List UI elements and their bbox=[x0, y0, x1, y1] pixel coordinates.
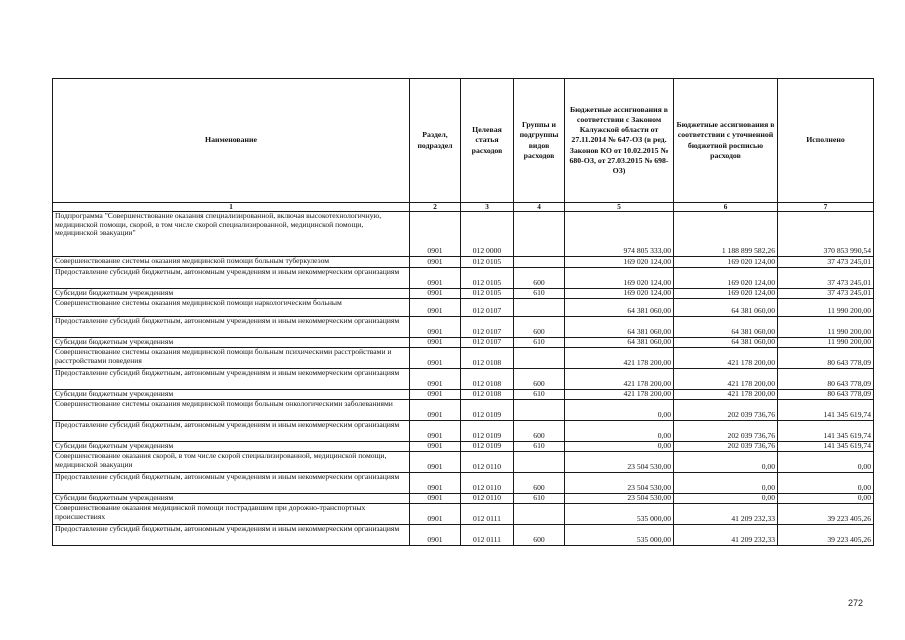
table-cell-target: 012 0111 bbox=[461, 525, 514, 546]
table-cell-executed: 80 643 778,09 bbox=[778, 369, 874, 390]
table-cell-group: 600 bbox=[514, 317, 565, 338]
table-cell-name: Предоставление субсидий бюджетным, автономным учреждениям и иным некоммерческим организациям bbox=[53, 525, 410, 546]
table-cell-group: 600 bbox=[514, 473, 565, 494]
table-cell-section: 0901 bbox=[410, 317, 461, 338]
table-cell-law: 64 381 060,00 bbox=[565, 338, 674, 348]
page-number: 272 bbox=[848, 598, 864, 608]
header-law-allocations: Бюджетные ассигнования в соответствии с Законом Калужской области от 27.11.2014 № 647-ОЗ (в ред. Законов КО от 10.02.2015 № 680-ОЗ, от 27.03.2015 № 698-ОЗ) bbox=[565, 79, 674, 203]
table-cell-section: 0901 bbox=[410, 257, 461, 268]
table-cell-target: 012 0105 bbox=[461, 289, 514, 299]
table-cell-law: 535 000,00 bbox=[565, 525, 674, 546]
table-cell-executed: 39 223 405,26 bbox=[778, 504, 874, 525]
table-row bbox=[53, 390, 874, 400]
table-cell-name: Субсидии бюджетным учреждениям bbox=[53, 390, 410, 400]
table-cell-refined: 421 178 200,00 bbox=[674, 348, 778, 369]
column-number: 6 bbox=[674, 203, 778, 212]
table-cell-target: 012 0105 bbox=[461, 257, 514, 268]
table-row bbox=[53, 400, 874, 421]
table-cell-group: 610 bbox=[514, 494, 565, 504]
table-row bbox=[53, 525, 874, 546]
table-cell-executed: 80 643 778,09 bbox=[778, 390, 874, 400]
table-cell-executed: 37 473 245,01 bbox=[778, 268, 874, 289]
header-groups: Группы и подгруппы видов расходов bbox=[514, 79, 565, 203]
table-cell-refined: 169 020 124,00 bbox=[674, 268, 778, 289]
table-cell-name: Совершенствование оказания скорой, в том числе скорой специализированной, медицинской помощи, медицинской эвакуации bbox=[53, 452, 410, 473]
table-cell-group: 600 bbox=[514, 421, 565, 442]
table-cell-refined: 64 381 060,00 bbox=[674, 317, 778, 338]
table-cell-target: 012 0108 bbox=[461, 348, 514, 369]
table-cell-group bbox=[514, 257, 565, 268]
table-row bbox=[53, 442, 874, 452]
table-cell-refined: 0,00 bbox=[674, 494, 778, 504]
header-section: Раздел, подраздел bbox=[410, 79, 461, 203]
table-cell-name: Предоставление субсидий бюджетным, автономным учреждениям и иным некоммерческим организациям bbox=[53, 473, 410, 494]
table-cell-name: Совершенствование системы оказания медицинской помощи больным психическими расстройствами и расстройствами поведения bbox=[53, 348, 410, 369]
table-cell-target: 012 0109 bbox=[461, 400, 514, 421]
table-cell-section: 0901 bbox=[410, 212, 461, 257]
table-body bbox=[53, 212, 874, 546]
table-cell-executed: 141 345 619,74 bbox=[778, 442, 874, 452]
table-row bbox=[53, 257, 874, 268]
table-cell-executed: 0,00 bbox=[778, 494, 874, 504]
table-cell-refined: 0,00 bbox=[674, 452, 778, 473]
table-cell-target: 012 0107 bbox=[461, 338, 514, 348]
table-cell-group: 600 bbox=[514, 525, 565, 546]
table-cell-law: 421 178 200,00 bbox=[565, 390, 674, 400]
table-row bbox=[53, 338, 874, 348]
table-cell-section: 0901 bbox=[410, 299, 461, 317]
table-cell-target: 012 0000 bbox=[461, 212, 514, 257]
table-row bbox=[53, 289, 874, 299]
table-row bbox=[53, 268, 874, 289]
table-cell-executed: 0,00 bbox=[778, 452, 874, 473]
table-cell-executed: 37 473 245,01 bbox=[778, 289, 874, 299]
table-cell-refined: 0,00 bbox=[674, 473, 778, 494]
table-cell-refined: 202 039 736,76 bbox=[674, 421, 778, 442]
table-cell-group bbox=[514, 452, 565, 473]
table-cell-law: 974 805 333,00 bbox=[565, 212, 674, 257]
table-cell-group bbox=[514, 504, 565, 525]
table-cell-refined: 1 188 899 582,26 bbox=[674, 212, 778, 257]
table-cell-refined: 202 039 736,76 bbox=[674, 442, 778, 452]
table-cell-group: 600 bbox=[514, 268, 565, 289]
table-cell-group: 600 bbox=[514, 369, 565, 390]
table-cell-section: 0901 bbox=[410, 452, 461, 473]
table-cell-target: 012 0109 bbox=[461, 442, 514, 452]
table-cell-target: 012 0111 bbox=[461, 504, 514, 525]
table-cell-target: 012 0110 bbox=[461, 494, 514, 504]
table-row bbox=[53, 369, 874, 390]
table-cell-name: Совершенствование системы оказания медицинской помощи больным онкологическими заболеваниями bbox=[53, 400, 410, 421]
table-cell-executed: 11 990 200,00 bbox=[778, 338, 874, 348]
table-cell-law: 421 178 200,00 bbox=[565, 369, 674, 390]
table-cell-target: 012 0107 bbox=[461, 317, 514, 338]
table-cell-name: Субсидии бюджетным учреждениям bbox=[53, 289, 410, 299]
table-row bbox=[53, 348, 874, 369]
table-cell-group: 610 bbox=[514, 338, 565, 348]
table-cell-name: Предоставление субсидий бюджетным, автономным учреждениям и иным некоммерческим организациям bbox=[53, 268, 410, 289]
table-cell-section: 0901 bbox=[410, 289, 461, 299]
table-cell-section: 0901 bbox=[410, 421, 461, 442]
table-cell-executed: 370 853 990,54 bbox=[778, 212, 874, 257]
table-cell-section: 0901 bbox=[410, 338, 461, 348]
table-cell-law: 64 381 060,00 bbox=[565, 317, 674, 338]
header-executed: Исполнено bbox=[778, 79, 874, 203]
table-cell-section: 0901 bbox=[410, 494, 461, 504]
table-row bbox=[53, 421, 874, 442]
table-cell-section: 0901 bbox=[410, 268, 461, 289]
table-cell-refined: 202 039 736,76 bbox=[674, 400, 778, 421]
table-cell-group: 610 bbox=[514, 442, 565, 452]
table-cell-law: 0,00 bbox=[565, 421, 674, 442]
table-cell-law: 169 020 124,00 bbox=[565, 257, 674, 268]
table-cell-law: 0,00 bbox=[565, 442, 674, 452]
table-cell-target: 012 0108 bbox=[461, 390, 514, 400]
table-cell-name: Субсидии бюджетным учреждениям bbox=[53, 494, 410, 504]
table-cell-refined: 421 178 200,00 bbox=[674, 390, 778, 400]
table-cell-section: 0901 bbox=[410, 504, 461, 525]
table-cell-law: 64 381 060,00 bbox=[565, 299, 674, 317]
table-cell-law: 169 020 124,00 bbox=[565, 268, 674, 289]
table-cell-section: 0901 bbox=[410, 525, 461, 546]
table-cell-executed: 0,00 bbox=[778, 473, 874, 494]
table-cell-law: 23 504 530,00 bbox=[565, 494, 674, 504]
table-cell-executed: 37 473 245,01 bbox=[778, 257, 874, 268]
table-cell-name: Предоставление субсидий бюджетным, автономным учреждениям и иным некоммерческим организациям bbox=[53, 369, 410, 390]
table-cell-target: 012 0109 bbox=[461, 421, 514, 442]
header-name: Наименование bbox=[53, 79, 410, 203]
table-cell-section: 0901 bbox=[410, 442, 461, 452]
table-cell-refined: 421 178 200,00 bbox=[674, 369, 778, 390]
table-cell-target: 012 0110 bbox=[461, 452, 514, 473]
table-cell-section: 0901 bbox=[410, 348, 461, 369]
table-cell-executed: 11 990 200,00 bbox=[778, 317, 874, 338]
table-cell-refined: 41 209 232,33 bbox=[674, 504, 778, 525]
table-row bbox=[53, 494, 874, 504]
table-cell-target: 012 0110 bbox=[461, 473, 514, 494]
table-cell-name: Совершенствование оказания медицинской помощи пострадавшим при дорожно-транспортных происшествиях bbox=[53, 504, 410, 525]
table-row bbox=[53, 504, 874, 525]
table-row bbox=[53, 299, 874, 317]
table-row bbox=[53, 317, 874, 338]
column-number: 7 bbox=[778, 203, 874, 212]
table-cell-refined: 64 381 060,00 bbox=[674, 299, 778, 317]
table-cell-name: Субсидии бюджетным учреждениям bbox=[53, 338, 410, 348]
table-cell-section: 0901 bbox=[410, 369, 461, 390]
table-cell-refined: 169 020 124,00 bbox=[674, 289, 778, 299]
column-number: 2 bbox=[410, 203, 461, 212]
budget-table bbox=[52, 78, 874, 546]
table-cell-group: 610 bbox=[514, 289, 565, 299]
column-number: 1 bbox=[53, 203, 410, 212]
table-cell-target: 012 0105 bbox=[461, 268, 514, 289]
table-cell-section: 0901 bbox=[410, 390, 461, 400]
column-number: 5 bbox=[565, 203, 674, 212]
table-cell-name: Подпрограмма "Совершенствование оказания специализированной, включая высокотехнологичную, медицинской помощи, скорой, в том числе скорой специализированной, медицинской помощи, медицинской эвакуации" bbox=[53, 212, 410, 257]
table-cell-refined: 64 381 060,00 bbox=[674, 338, 778, 348]
table-cell-group bbox=[514, 348, 565, 369]
header-row bbox=[53, 79, 874, 203]
table-cell-refined: 41 209 232,33 bbox=[674, 525, 778, 546]
header-target: Целевая статья расходов bbox=[461, 79, 514, 203]
table-cell-executed: 80 643 778,09 bbox=[778, 348, 874, 369]
table-cell-executed: 39 223 405,26 bbox=[778, 525, 874, 546]
column-number: 4 bbox=[514, 203, 565, 212]
table-cell-law: 0,00 bbox=[565, 400, 674, 421]
table-row bbox=[53, 212, 874, 257]
table-cell-name: Субсидии бюджетным учреждениям bbox=[53, 442, 410, 452]
table-cell-law: 421 178 200,00 bbox=[565, 348, 674, 369]
table-cell-law: 23 504 530,00 bbox=[565, 452, 674, 473]
table-cell-law: 169 020 124,00 bbox=[565, 289, 674, 299]
header-refined-allocations: Бюджетные ассигнования в соответствии с уточненной бюджетной росписью расходов bbox=[674, 79, 778, 203]
table-row bbox=[53, 473, 874, 494]
table-cell-law: 535 000,00 bbox=[565, 504, 674, 525]
table-cell-group: 610 bbox=[514, 390, 565, 400]
table-cell-name: Совершенствование системы оказания медицинской помощи наркологическим больным bbox=[53, 299, 410, 317]
table-cell-executed: 11 990 200,00 bbox=[778, 299, 874, 317]
table-cell-group bbox=[514, 212, 565, 257]
table-cell-group bbox=[514, 299, 565, 317]
table-cell-refined: 169 020 124,00 bbox=[674, 257, 778, 268]
table-cell-executed: 141 345 619,74 bbox=[778, 400, 874, 421]
table-cell-group bbox=[514, 400, 565, 421]
table-cell-name: Совершенствование системы оказания медицинской помощи больным туберкулезом bbox=[53, 257, 410, 268]
table-cell-name: Предоставление субсидий бюджетным, автономным учреждениям и иным некоммерческим организациям bbox=[53, 421, 410, 442]
table-cell-section: 0901 bbox=[410, 473, 461, 494]
table-cell-target: 012 0108 bbox=[461, 369, 514, 390]
table-cell-name: Предоставление субсидий бюджетным, автономным учреждениям и иным некоммерческим организациям bbox=[53, 317, 410, 338]
table-cell-target: 012 0107 bbox=[461, 299, 514, 317]
table-cell-executed: 141 345 619,74 bbox=[778, 421, 874, 442]
table-cell-section: 0901 bbox=[410, 400, 461, 421]
table-cell-law: 23 504 530,00 bbox=[565, 473, 674, 494]
column-number: 3 bbox=[461, 203, 514, 212]
table-row bbox=[53, 452, 874, 473]
